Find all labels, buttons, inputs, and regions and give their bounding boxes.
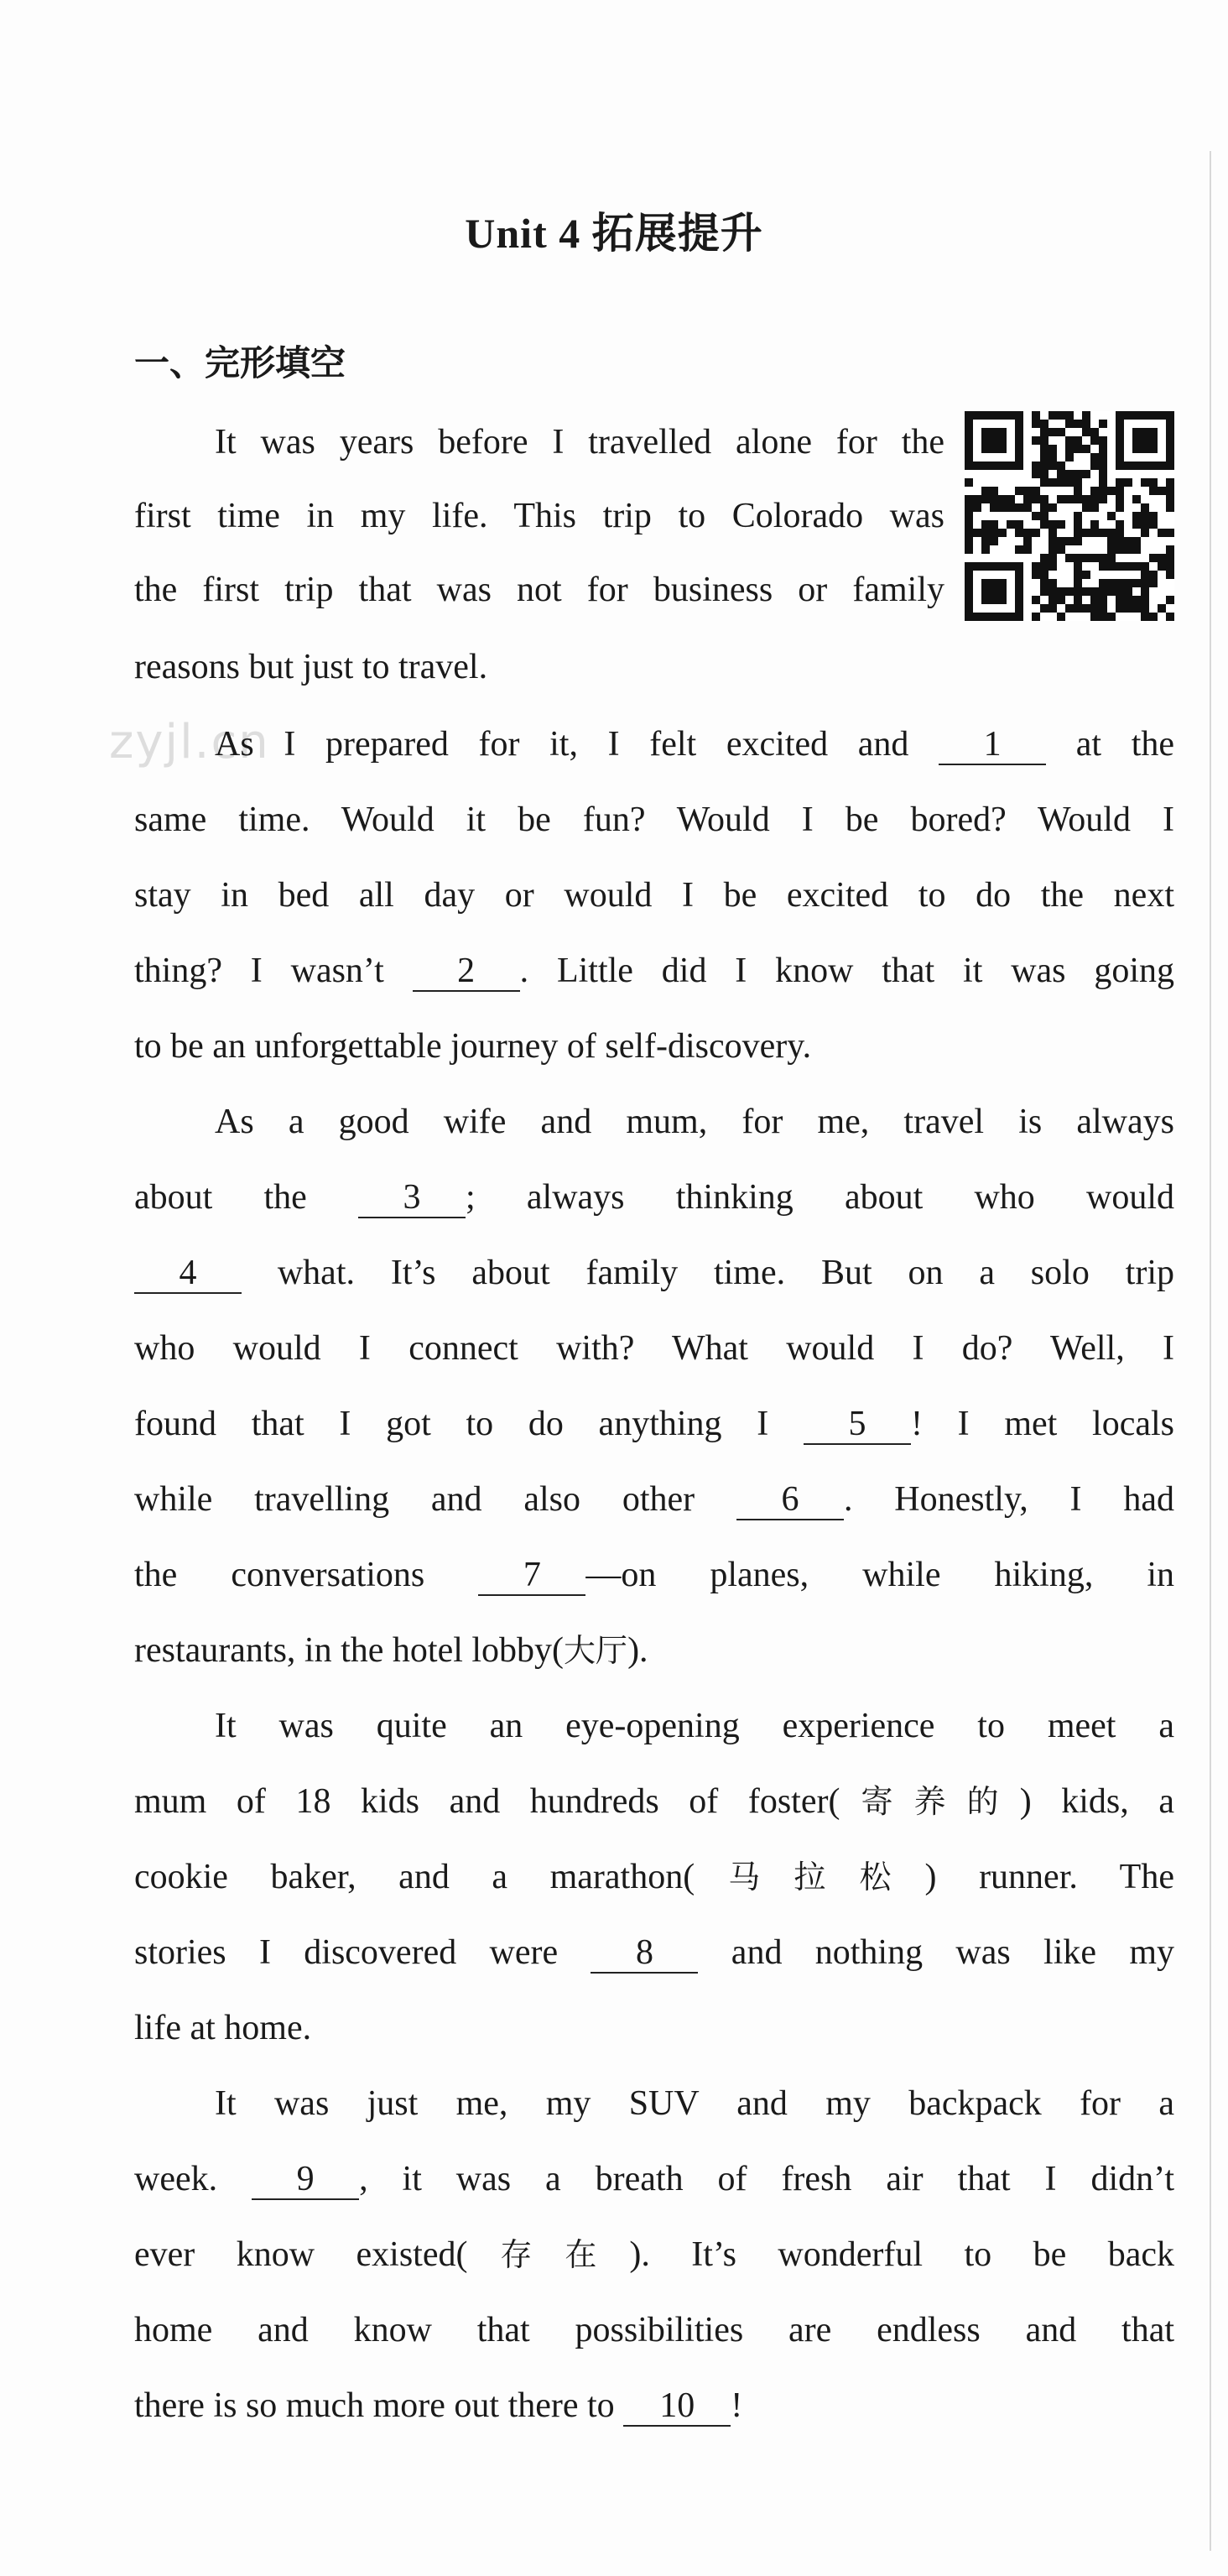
passage-line: 4 what. It’s about family time. But on a solo trip xyxy=(134,1252,1174,1294)
passage-line: found that I got to do anything I 5 ! I met locals xyxy=(134,1405,1175,1443)
passage-line: restaurants, in the hotel lobby(大厅). xyxy=(134,1631,648,1670)
passage-line: cookie baker, and a marathon(马拉松) runner. The xyxy=(134,1858,1174,1896)
passage-line: first time in my life. This trip to Colorado was xyxy=(134,497,944,535)
passage-line: mum of 18 kids and hundreds of foster(寄养的) kids, a xyxy=(134,1782,1174,1821)
passage-line: It was years before I travelled alone for the xyxy=(215,423,944,461)
page-title: Unit 4 拓展提升 xyxy=(465,210,763,257)
passage-line: As I prepared for it, I felt excited and 1 at the xyxy=(215,725,1175,764)
blank-8[interactable]: 8 xyxy=(591,1933,698,1974)
passage-line: It was quite an eye-opening experience to meet a xyxy=(215,1707,1174,1745)
blank-10[interactable]: 10 xyxy=(623,2386,731,2427)
blank-9[interactable]: 9 xyxy=(252,2160,359,2200)
passage-line: week. 9 , it was a breath of fresh air that I didn’t xyxy=(134,2160,1175,2198)
blank-2[interactable]: 2 xyxy=(413,952,520,992)
passage-line: home and know that possibilities are endless and that xyxy=(134,2311,1174,2349)
page-edge-rule xyxy=(1210,151,1211,2551)
passage-line: ever know existed(存在). It’s wonderful to be back xyxy=(134,2235,1174,2274)
passage-line: there is so much more out there to 10 ! xyxy=(134,2386,743,2425)
blank-4[interactable]: 4 xyxy=(134,1254,242,1294)
passage-line: As a good wife and mum, for me, travel is always xyxy=(215,1103,1174,1141)
passage-line: the conversations 7 —on planes, while hiking, in xyxy=(134,1556,1175,1594)
passage-line: to be an unforgettable journey of self-discovery. xyxy=(134,1027,812,1066)
watermark: zyjl.cn xyxy=(109,715,270,769)
passage-line: stories I discovered were 8 and nothing was like my xyxy=(134,1933,1175,1972)
passage-line: same time. Would it be fun? Would I be bored? Would I xyxy=(134,800,1174,839)
blank-5[interactable]: 5 xyxy=(804,1405,911,1445)
passage-line: thing? I wasn’t 2 . Little did I know that it was going xyxy=(134,952,1174,990)
blank-1[interactable]: 1 xyxy=(939,725,1046,765)
passage-line: the first trip that was not for business or family xyxy=(134,571,944,609)
blank-7[interactable]: 7 xyxy=(478,1556,585,1596)
section-heading: 一、完形填空 xyxy=(134,342,346,383)
passage-line: It was just me, my SUV and my backpack for a xyxy=(215,2084,1174,2123)
qr-code-icon[interactable] xyxy=(965,411,1174,621)
passage-line: stay in bed all day or would I be excited to do the next xyxy=(134,876,1174,915)
passage-line: while travelling and also other 6 . Honestly, I had xyxy=(134,1480,1174,1519)
passage-line: who would I connect with? What would I do? Well, I xyxy=(134,1329,1174,1368)
blank-6[interactable]: 6 xyxy=(736,1480,844,1520)
blank-3[interactable]: 3 xyxy=(358,1178,466,1218)
passage-line: life at home. xyxy=(134,2009,312,2047)
passage-line: about the 3 ; always thinking about who would xyxy=(134,1178,1174,1217)
passage-line: reasons but just to travel. xyxy=(134,648,488,686)
